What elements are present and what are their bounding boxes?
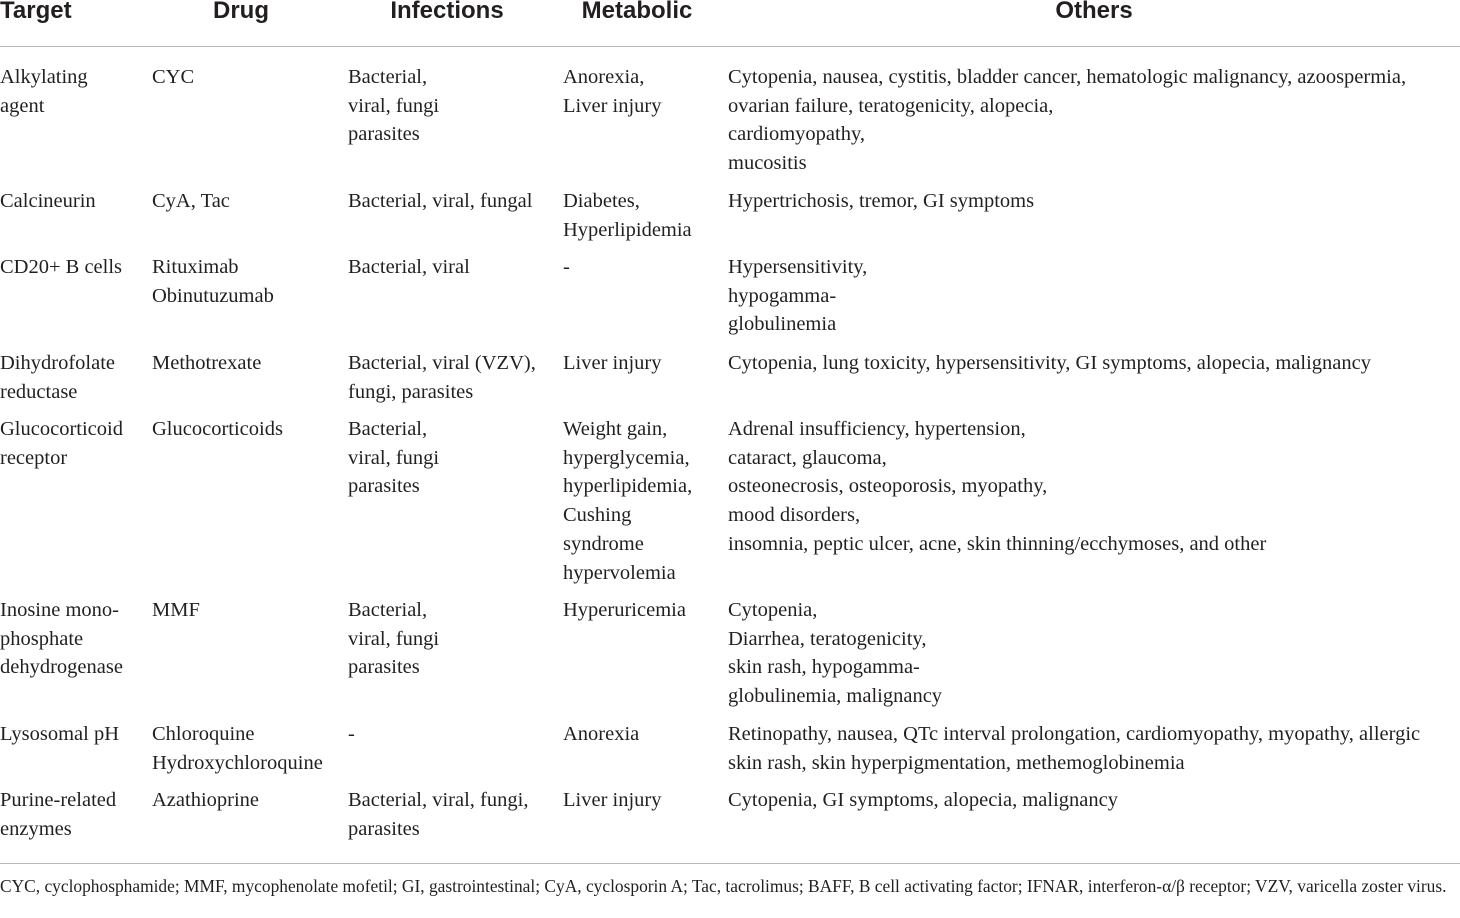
target-cell: [0, 253, 122, 282]
table-header: [0, 0, 1460, 47]
drug-cell: [152, 786, 259, 815]
infections-line: Bacterial,: [348, 418, 428, 440]
infections-cell: [348, 596, 439, 682]
others-cell: [728, 720, 1420, 777]
metabolic-cell: [563, 349, 662, 378]
others-cell: [728, 63, 1406, 178]
infections-cell: [348, 786, 528, 843]
metabolic-cell: [563, 187, 692, 244]
drug-line: Methotrexate: [152, 352, 262, 374]
drug-cell: [152, 415, 283, 444]
others-line: Adrenal insufficiency, hypertension,: [728, 418, 1026, 440]
drug-line: Rituximab: [152, 256, 239, 278]
target-cell: [0, 596, 123, 682]
others-line: mucositis: [728, 152, 807, 175]
target-line: Alkylating: [0, 66, 88, 88]
others-line: Cytopenia, GI symptoms, alopecia, malignancy: [728, 789, 1118, 811]
infections-line: Bacterial,: [348, 66, 428, 88]
others-cell: [728, 415, 1266, 559]
infections-cell: [348, 720, 355, 749]
metabolic-line: Anorexia,: [563, 66, 645, 88]
target-cell: [0, 187, 96, 216]
drug-line: Chloroquine: [152, 723, 255, 745]
footnote: CYC, cyclophosphamide; MMF, mycophenolate mofetil; GI, gastrointestinal; CyA, cyclosporin A; Tac, tacrolimus; BAFF, B cell activating factor; IFNAR, interferon-α/β receptor; VZV, varicella zoster virus.: [0, 876, 1447, 896]
metabolic-line: Liver injury: [563, 94, 662, 117]
others-line: mood disorders,: [728, 504, 861, 527]
drug-cell: [152, 596, 200, 625]
others-line: Hypersensitivity,: [728, 256, 868, 278]
others-line: cataract, glaucoma,: [728, 446, 887, 469]
drug-line: CYC: [152, 66, 195, 88]
target-line: Inosine mono-: [0, 599, 119, 621]
infections-cell: [348, 415, 439, 501]
metabolic-line: hyperglycemia,: [563, 446, 690, 469]
drug-cell: [152, 187, 230, 216]
infections-line: parasites: [348, 123, 420, 146]
target-line: Calcineurin: [0, 190, 96, 212]
infections-line: fungi, parasites: [348, 380, 474, 403]
metabolic-line: Liver injury: [563, 789, 662, 811]
infections-cell: [348, 253, 470, 282]
infections-line: parasites: [348, 817, 420, 840]
others-line: Cytopenia, nausea, cystitis, bladder cancer, hematologic malignancy, azoospermia,: [728, 66, 1407, 88]
drug-line: Obinutuzumab: [152, 284, 274, 307]
target-cell: [0, 349, 115, 406]
metabolic-line: Liver injury: [563, 352, 662, 374]
infections-line: -: [348, 723, 355, 745]
metabolic-line: Hyperuricemia: [563, 599, 686, 621]
others-line: osteonecrosis, osteoporosis, myopathy,: [728, 475, 1048, 498]
infections-line: Bacterial, viral, fungal: [348, 190, 533, 212]
others-line: hypogamma-: [728, 284, 837, 307]
target-line: Lysosomal pH: [0, 723, 120, 745]
target-cell: [0, 720, 119, 749]
target-line: agent: [0, 94, 45, 117]
drug-line: Glucocorticoids: [152, 418, 283, 440]
others-line: skin rash, skin hyperpigmentation, methemoglobinemia: [728, 751, 1185, 774]
metabolic-line: Weight gain,: [563, 418, 668, 440]
header-others: Others: [1055, 0, 1133, 24]
target-line: Glucocorticoid: [0, 418, 123, 440]
drug-line: CyA, Tac: [152, 190, 230, 212]
others-cell: [728, 253, 867, 339]
others-line: Retinopathy, nausea, QTc interval prolongation, cardiomyopathy, myopathy, allergic: [728, 723, 1421, 745]
infections-line: Bacterial, viral: [348, 256, 470, 278]
infections-line: Bacterial, viral (VZV),: [348, 352, 536, 374]
target-cell: [0, 415, 123, 472]
others-line: Hypertrichosis, tremor, GI symptoms: [728, 190, 1035, 212]
infections-line: parasites: [348, 475, 420, 498]
metabolic-cell: [563, 253, 570, 282]
others-line: insomnia, peptic ulcer, acne, skin thinning/ecchymoses, and other: [728, 532, 1267, 555]
others-line: cardiomyopathy,: [728, 123, 866, 146]
drug-cell: [152, 253, 274, 310]
metabolic-cell: [563, 596, 686, 625]
drug-cell: [152, 63, 194, 92]
infections-line: viral, fungi: [348, 446, 440, 469]
target-line: CD20+ B cells: [0, 256, 123, 278]
metabolic-line: -: [563, 256, 570, 278]
metabolic-cell: [563, 786, 662, 815]
target-line: Dihydrofolate: [0, 352, 115, 374]
drug-line: Azathioprine: [152, 789, 260, 811]
others-line: globulinemia: [728, 313, 837, 336]
others-line: skin rash, hypogamma-: [728, 656, 920, 679]
header-drug: Drug: [213, 0, 269, 24]
metabolic-line: hyperlipidemia,: [563, 475, 693, 498]
others-line: Diarrhea, teratogenicity,: [728, 627, 927, 650]
target-line: reductase: [0, 380, 78, 403]
header-infections: Infections: [390, 0, 504, 24]
metabolic-line: hypervolemia: [563, 561, 676, 584]
infections-line: viral, fungi: [348, 627, 440, 650]
header-target: Target: [0, 0, 72, 24]
infections-line: Bacterial, viral, fungi,: [348, 789, 529, 811]
metabolic-cell: [563, 63, 662, 120]
infections-cell: [348, 187, 532, 216]
metabolic-line: Hyperlipidemia: [563, 218, 692, 241]
others-cell: [728, 786, 1118, 815]
metabolic-line: Diabetes,: [563, 190, 640, 212]
infections-line: viral, fungi: [348, 94, 440, 117]
metabolic-cell: [563, 415, 692, 587]
metabolic-line: syndrome: [563, 532, 644, 555]
others-line: Cytopenia,: [728, 599, 818, 621]
infections-cell: [348, 349, 536, 406]
others-cell: [728, 349, 1371, 378]
others-line: ovarian failure, teratogenicity, alopecia,: [728, 94, 1054, 117]
metabolic-line: Cushing: [563, 504, 632, 527]
metabolic-cell: [563, 720, 639, 749]
others-cell: [728, 596, 942, 711]
table-footer: [0, 863, 1460, 896]
target-line: enzymes: [0, 817, 72, 840]
infections-line: Bacterial,: [348, 599, 428, 621]
drug-line: MMF: [152, 599, 200, 621]
infections-line: parasites: [348, 656, 420, 679]
others-cell: [728, 187, 1034, 216]
target-cell: [0, 63, 88, 120]
drug-cell: [152, 720, 323, 777]
header-metabolic: Metabolic: [581, 0, 693, 24]
others-line: globulinemia, malignancy: [728, 685, 943, 708]
infections-cell: [348, 63, 439, 149]
target-line: receptor: [0, 446, 68, 469]
drug-line: Hydroxychloroquine: [152, 751, 323, 774]
target-line: dehydrogenase: [0, 656, 123, 679]
drug-cell: [152, 349, 261, 378]
target-line: phosphate: [0, 627, 84, 650]
target-line: Purine-related: [0, 789, 117, 811]
metabolic-line: Anorexia: [563, 723, 640, 745]
target-cell: [0, 786, 116, 843]
others-line: Cytopenia, lung toxicity, hypersensitivity, GI symptoms, alopecia, malignancy: [728, 352, 1371, 374]
